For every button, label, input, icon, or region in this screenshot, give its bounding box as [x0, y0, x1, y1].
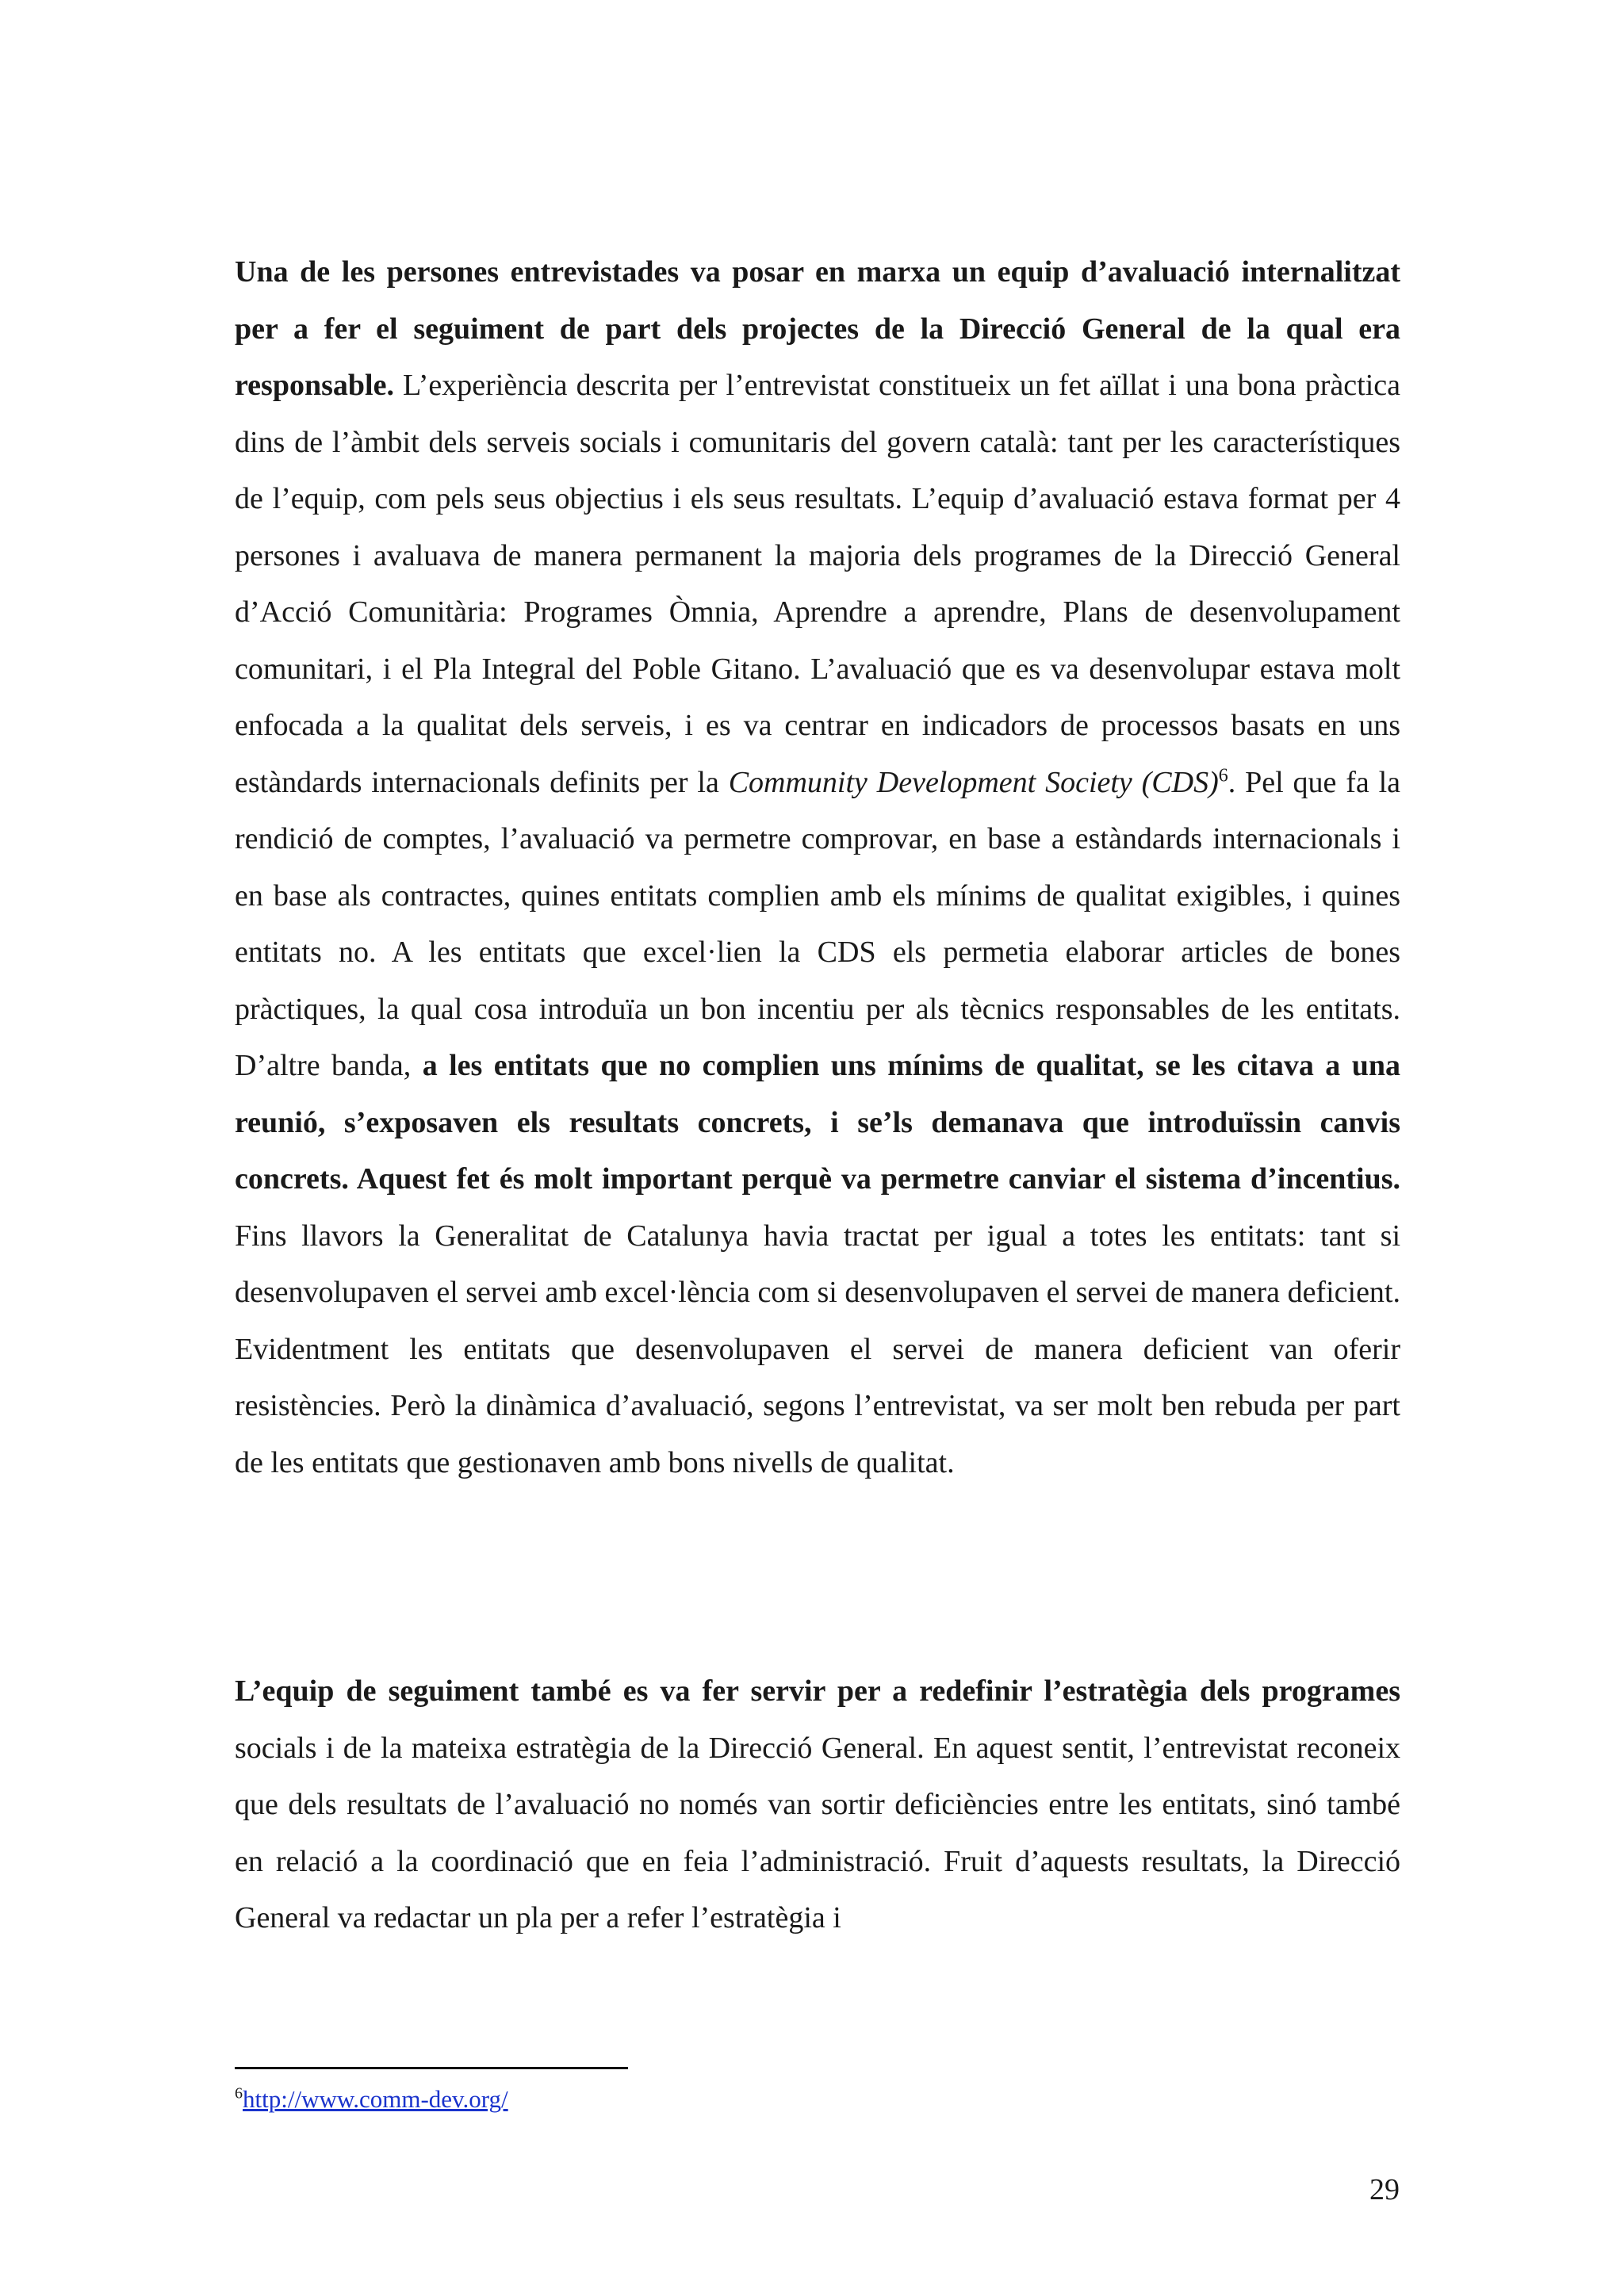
p2-bold-intro: L’equip de seguiment també es va fer servir per a redefinir l’estratègia dels programes: [235, 1674, 1400, 1708]
footnote-reference: 6: [1218, 764, 1228, 786]
p1-text-c: Fins llavors la Generalitat de Catalunya havia tractat per igual a totes les entitats: tant si desenvolupaven el servei amb excel·lència com si desenvolupaven el servei de manera deficient. Evidentment les entitats que desenvolupaven el servei de manera deficient van oferir resistències. Però la dinàmica d’avaluació, segons l’entrevistat, va ser molt ben rebuda per part de les entitats que gestionaven amb bons nivells de qualitat.: [235, 1219, 1400, 1479]
page-number: 29: [1369, 2173, 1400, 2206]
paragraph-2: [235, 1663, 1400, 1947]
paragraph-1: [235, 244, 1400, 1491]
footnote: [235, 2084, 508, 2115]
footnote-marker: 6: [235, 2084, 243, 2103]
p2-text: socials i de la mateixa estratègia de la Direcció General. En aquest sentit, l’entrevistat reconeix que dels resultats de l’avaluació no només van sortir deficiències entre les entitats, sinó també en relació a la coordinació que en feia l’administració. Fruit d’aquests resultats, la Direcció General va redactar un pla per a refer l’estratègia i: [235, 1731, 1400, 1934]
p1-text-a: L’experiència descrita per l’entrevistat constitueix un fet aïllat i una bona pràctica dins de l’àmbit dels serveis socials i comunitaris del govern català: tant per les característiques de l’equip, com pels seus objectius i els seus resultats. L’equip d’avaluació estava format per 4 persones i avaluava de manera permanent la majoria dels programes de la Direcció General d’Acció Comunitària: Programes Òmnia, Aprendre a aprendre, Plans de desenvolupament comunitari, i el Pla Integral del Poble Gitano. L’avaluació que es va desenvolupar estava molt enfocada a la qualitat dels serveis, i es va centrar en indicadors de processos basats en uns estàndards internacionals definits per la: [235, 369, 1400, 799]
p1-bold-middle: a les entitats que no complien uns mínims de qualitat, se les citava a una reunió, s’exposaven els resultats concrets, i se’ls demanava que introduïssin canvis concrets. Aquest fet és molt important perquè va permetre canviar el sistema d’incentius.: [235, 1049, 1400, 1196]
p1-italic-cds: Community Development Society (CDS): [728, 765, 1219, 799]
footnote-link[interactable]: http://www.comm-dev.org/: [243, 2085, 508, 2113]
p1-bold-intro: Una de les persones entrevistades va posar en marxa un equip d’avaluació internalitzat per a fer el seguiment de part dels projectes de la Direcció General de la qual era responsable.: [235, 255, 1400, 402]
p1-text-b: . Pel que fa la rendició de comptes, l’avaluació va permetre comprovar, en base a estàndards internacionals i en base als contractes, quines entitats complien amb els mínims de qualitat exigibles, i quines entitats no. A les entitats que excel·lien la CDS els permetia elaborar articles de bones pràctiques, la qual cosa introduïa un bon incentiu per als tècnics responsables de les entitats. D’altre banda,: [235, 765, 1400, 1082]
footnote-separator: [235, 2067, 628, 2069]
